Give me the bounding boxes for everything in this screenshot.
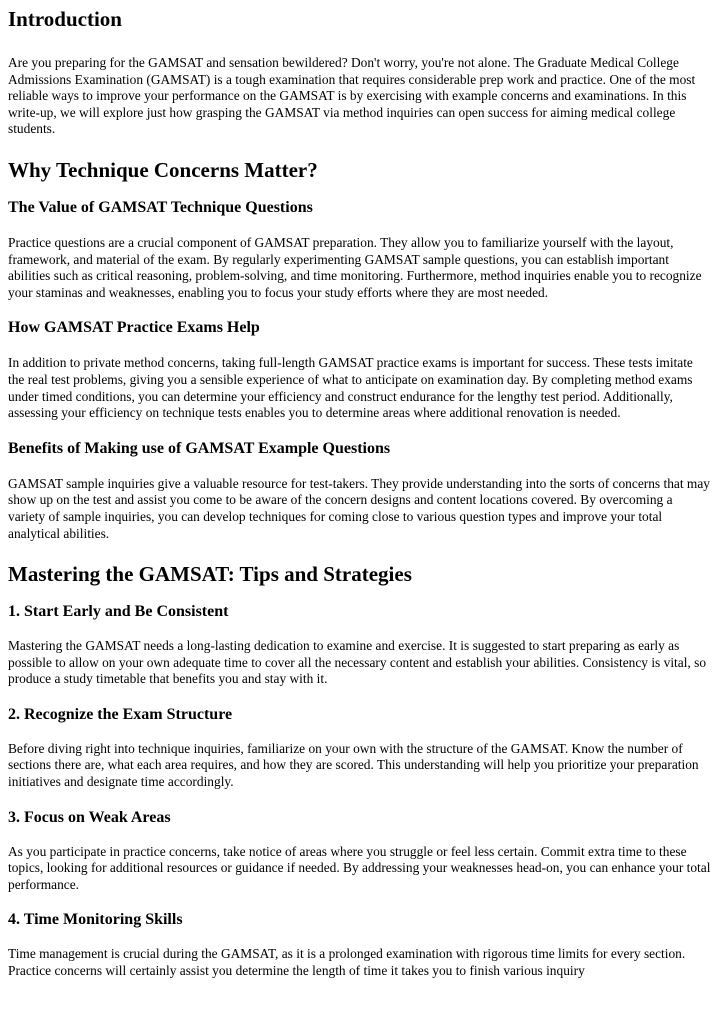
benefits-paragraph: GAMSAT sample inquiries give a valuable resource for test-takers. They provide understanding into the sorts of concerns that may show up on the test and assist you come to be aware of the concern designs and content locations covered. By overcoming a variety of sample inquiries, you can develop techniques for coming close to various question types and improve your total analytical abilities. [8, 475, 710, 541]
practice-exams-heading: How GAMSAT Practice Exams Help [8, 319, 260, 337]
value-heading: The Value of GAMSAT Technique Questions [8, 198, 313, 216]
tip-paragraph: Mastering the GAMSAT needs a long-lasting dedication to examine and exercise. It is suggested to start preparing as early as possible to allow on your own adequate time to cover all the necessary content and establish your abilities. Consistency is vital, so produce a study timetable that benefits you and stay with it. [8, 638, 707, 687]
tip-heading: 2. Recognize the Exam Structure [8, 705, 233, 723]
introduction-heading: Introduction [8, 7, 122, 31]
mastering-heading: Mastering the GAMSAT: Tips and Strategies [8, 562, 412, 587]
tip-paragraph: Time management is crucial during the GAMSAT, as it is a prolonged examination with rigorous time limits for every section. Practice concerns will certainly assist you determine the length of time it takes you to finish various inquiry [8, 946, 686, 979]
tip-heading: 4. Time Monitoring Skills [8, 911, 183, 929]
value-paragraph: Practice questions are a crucial component of GAMSAT preparation. They allow you to familiarize yourself with the layout, framework, and material of the exam. By regularly experimenting GAMSAT sample questions, you can establish important abilities such as critical reasoning, problem-solving, and time monitoring. Furthermore, method inquiries enable you to recognize your staminas and weaknesses, enabling you to focus your study efforts where they are most needed. [8, 234, 702, 300]
tip-heading: 1. Start Early and Be Consistent [8, 603, 229, 621]
tip-paragraph: As you participate in practice concerns, take notice of areas where you struggle or feel less certain. Commit extra time to these topics, looking for additional resources or guidance if needed. By addressing your weaknesses head-on, you can enhance your total performance. [8, 843, 711, 892]
introduction-paragraph: Are you preparing for the GAMSAT and sensation bewildered? Don't worry, you're not alone. The Graduate Medical College Admissions Examination (GAMSAT) is a tough examination that requires considerable prep work and practice. One of the most reliable ways to improve your performance on the GAMSAT is by exercising with example concerns and examinations. In this write-up, we will explore just how grasping the GAMSAT via method inquiries can open success for aiming medical college students. [8, 55, 696, 137]
benefits-heading: Benefits of Making use of GAMSAT Example Questions [8, 439, 391, 457]
tip-heading: 3. Focus on Weak Areas [8, 808, 171, 826]
tip-paragraph: Before diving right into technique inquiries, familiarize on your own with the structure of the GAMSAT. Know the number of sections there are, what each area requires, and how they are scored. This understanding will help you prioritize your preparation initiatives and designate time accordingly. [8, 740, 699, 790]
article [0, 7, 720, 980]
practice-exams-paragraph: In addition to private method concerns, taking full-length GAMSAT practice exams is important for success. These tests imitate the real test problems, giving you a sensible experience of what to anticipate on examination day. By completing method exams under timed conditions, you can determine your efficiency and construct endurance for the lengthy test period. Additionally, assessing your efficiency on technique tests enables you to determine areas where additional renovation is needed. [8, 355, 693, 421]
why-heading: Why Technique Concerns Matter? [8, 157, 318, 182]
